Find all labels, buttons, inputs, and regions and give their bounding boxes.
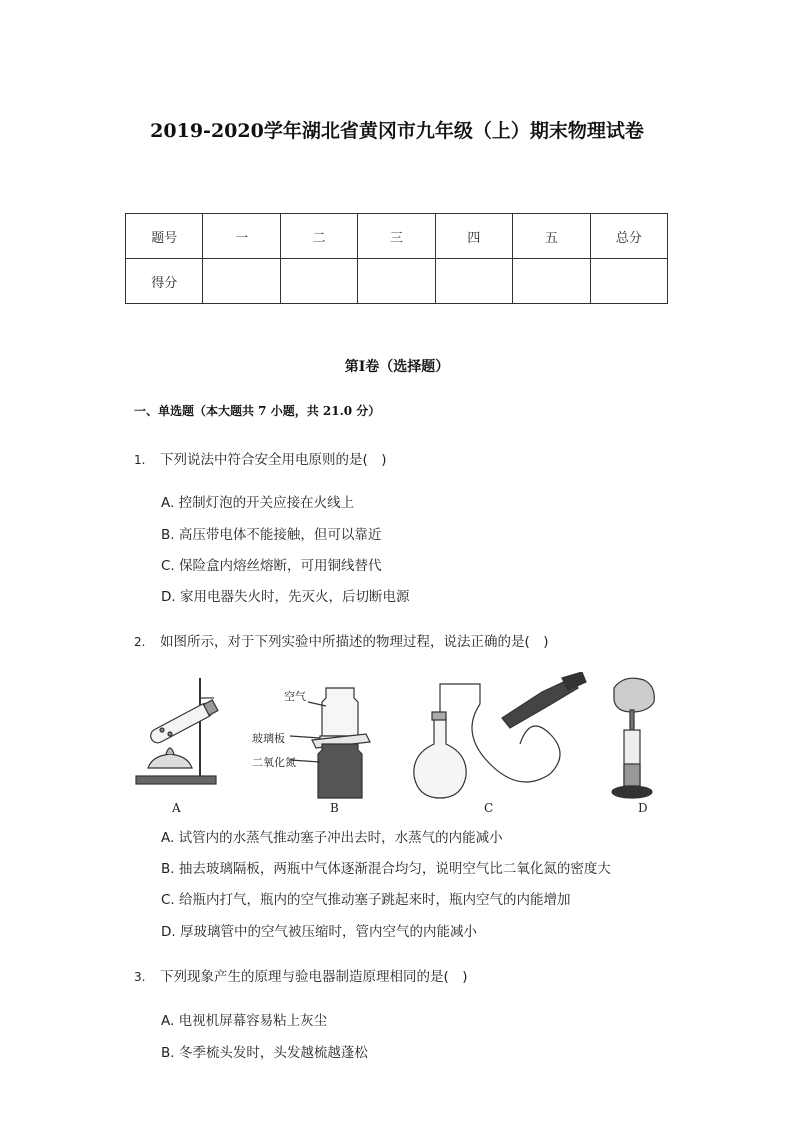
- apparatus-a: [136, 678, 218, 784]
- score-header-cell: 五: [513, 214, 590, 259]
- question-number: 1.: [134, 453, 146, 467]
- score-empty-cell[interactable]: [203, 259, 280, 304]
- score-header-cell: 四: [435, 214, 512, 259]
- figure-label-a: A: [172, 801, 181, 815]
- question-number: 3.: [134, 970, 146, 984]
- score-header-cell: 一: [203, 214, 280, 259]
- option-1d: D. 家用电器失火时，先灭火，后切断电源: [161, 589, 410, 605]
- experiment-figure: [130, 672, 670, 822]
- option-2a: A. 试管内的水蒸气推动塞子冲出去时，水蒸气的内能减小: [161, 830, 503, 846]
- option-2b: B. 抽去玻璃隔板，两瓶中气体逐渐混合均匀，说明空气比二氧化氮的密度大: [161, 861, 611, 877]
- score-header-cell: 总分: [590, 214, 667, 259]
- score-empty-cell[interactable]: [435, 259, 512, 304]
- question-number: 2.: [134, 635, 146, 649]
- figure-label-d: D: [638, 801, 648, 815]
- score-table: [125, 213, 668, 304]
- question-2: [134, 630, 549, 650]
- figure-label-air: 空气: [284, 690, 306, 703]
- score-header-cell: 二: [280, 214, 357, 259]
- option-1b: B. 高压带电体不能接触，但可以靠近: [161, 527, 382, 543]
- score-header-cell: 题号: [126, 214, 203, 259]
- score-table-header-row: [126, 214, 668, 259]
- option-3b: B. 冬季梳头发时，头发越梳越蓬松: [161, 1045, 368, 1061]
- question-text: 下列说法中符合安全用电原则的是( ): [160, 452, 387, 468]
- question-text: 下列现象产生的原理与验电器制造原理相同的是( ): [160, 969, 468, 985]
- question-text: 如图所示，对于下列实验中所描述的物理过程，说法正确的是( ): [160, 634, 549, 650]
- score-table-score-row: [126, 259, 668, 304]
- option-2c: C. 给瓶内打气，瓶内的空气推动塞子跳起来时，瓶内空气的内能增加: [161, 892, 571, 908]
- score-row-label: 得分: [126, 259, 203, 304]
- section-title: 一、单选题（本大题共 7 小题，共 21.0 分）: [134, 404, 381, 418]
- score-empty-cell[interactable]: [280, 259, 357, 304]
- exam-title: 2019-2020学年湖北省黄冈市九年级（上）期末物理试卷: [150, 120, 644, 142]
- apparatus-b: [290, 688, 370, 798]
- apparatus-d: [612, 678, 654, 798]
- score-header-cell: 三: [358, 214, 435, 259]
- score-empty-cell[interactable]: [358, 259, 435, 304]
- figure-label-no2: 二氧化氮: [252, 756, 296, 769]
- score-empty-cell[interactable]: [590, 259, 667, 304]
- volume-title: 第Ⅰ卷（选择题）: [344, 359, 450, 375]
- option-3a: A. 电视机屏幕容易粘上灰尘: [161, 1013, 328, 1029]
- question-3: [134, 965, 468, 985]
- option-2d: D. 厚玻璃管中的空气被压缩时，管内空气的内能减小: [161, 924, 477, 940]
- figure-label-c: C: [484, 801, 494, 815]
- option-1a: A. 控制灯泡的开关应接在火线上: [161, 495, 355, 511]
- question-1: [134, 448, 387, 468]
- score-empty-cell[interactable]: [513, 259, 590, 304]
- figure-label-b: B: [330, 801, 339, 815]
- option-1c: C. 保险盒内熔丝熔断，可用铜线替代: [161, 558, 382, 574]
- figure-label-glass: 玻璃板: [252, 732, 285, 745]
- apparatus-c: [414, 672, 586, 798]
